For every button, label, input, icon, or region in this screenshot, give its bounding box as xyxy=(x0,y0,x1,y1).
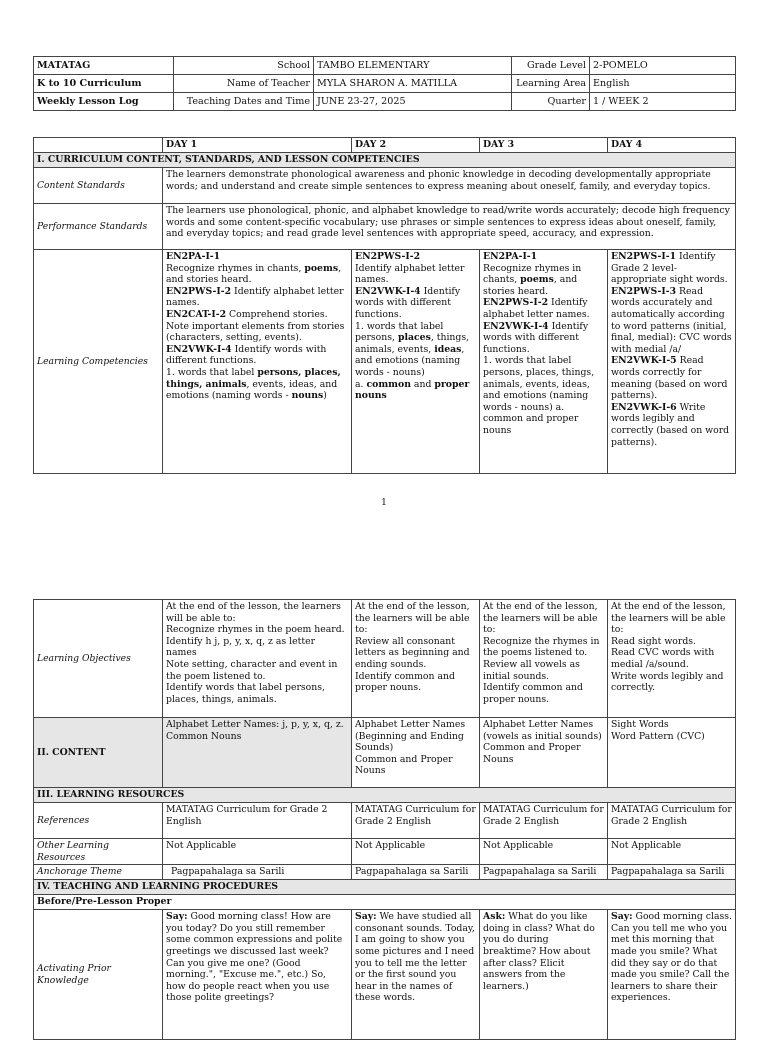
teacher-label: Name of Teacher xyxy=(174,75,314,93)
cell-line: Word Pattern (CVC) xyxy=(611,730,705,742)
text-run: Identify alphabet letter names. xyxy=(483,297,590,320)
bold-run: EN2PWS-I-2 xyxy=(355,251,421,262)
prior-day1-text: Good morning class! How are you today? Do you still remember some common expressions and polite greetings we discussed last week? Can you give me one? (Good morning.", "Excuse me.", etc.) So, how do people react when you use those polite greetings? xyxy=(166,911,343,1004)
section-curriculum-content: I. CURRICULUM CONTENT, STANDARDS, AND LESSON COMPETENCIES xyxy=(34,153,736,168)
text-run: Identify words with different functions. xyxy=(355,285,461,320)
cell-line: Alphabet Letter Names (Beginning and Ending Sounds) xyxy=(355,719,466,754)
bold-run: proper nouns xyxy=(355,378,470,402)
competencies-day4 xyxy=(608,250,736,474)
theme-day4: Pagpapahalaga sa Sarili xyxy=(608,865,736,880)
dates-value: JUNE 23-27, 2025 xyxy=(314,93,512,111)
theme-day1: Pagpapahalaga sa Sarili xyxy=(163,865,352,880)
header-table xyxy=(33,56,736,111)
bold-run: EN2PWS-I-2 xyxy=(483,297,549,309)
competencies-day3 xyxy=(480,250,608,474)
cell-line: Common Nouns xyxy=(166,730,242,742)
objectives-day2 xyxy=(352,600,480,718)
bold-run: EN2PWS-I-2 xyxy=(166,285,232,297)
competencies-label: Learning Competencies xyxy=(34,250,163,474)
cell-line: Review all consonant letters as beginning and ending sounds. xyxy=(355,635,470,670)
cell-line: Write words legibly and correctly. xyxy=(611,670,724,694)
text-run: Identify words with different functions. xyxy=(483,320,589,355)
cell-line: Read sight words. xyxy=(611,635,697,647)
text-run: , and stories heard. xyxy=(166,262,342,286)
school-value: TAMBO ELEMENTARY xyxy=(314,57,512,75)
objectives-day1 xyxy=(163,600,352,718)
prior-day2 xyxy=(352,910,480,1040)
text-run: Identify alphabet letter names. xyxy=(166,285,344,309)
prior-day2-lead: Say: xyxy=(355,911,377,923)
references-day3: MATATAG Curriculum for Grade 2 English xyxy=(480,803,608,839)
performance-standards-label: Performance Standards xyxy=(34,204,163,250)
bold-run: ideas xyxy=(434,343,462,355)
prior-day4 xyxy=(608,910,736,1040)
text-run: , things, animals, events, xyxy=(355,332,470,355)
bold-run: EN2VWK-I-4 xyxy=(166,343,232,355)
prior-knowledge-label: Activating Prior Knowledge xyxy=(34,910,163,1040)
text-run: Identify alphabet letter names. xyxy=(355,262,465,286)
other-day4: Not Applicable xyxy=(608,839,736,865)
references-day4: MATATAG Curriculum for Grade 2 English xyxy=(608,803,736,839)
objectives-day3 xyxy=(480,600,608,718)
text-run: Identify words with different functions. xyxy=(166,343,327,367)
prior-day2-text: We have studied all consonant sounds. Today, I am going to show you some pictures and I need you to tell me the letter or the first sound you hear in the names of these words. xyxy=(355,911,475,1004)
content-day4 xyxy=(608,718,736,788)
other-day2: Not Applicable xyxy=(352,839,480,865)
objectives-day4 xyxy=(608,600,736,718)
bold-run: EN2CAT-I-2 xyxy=(166,308,227,320)
cell-line: Recognize the rhymes in the poems listened to. xyxy=(483,635,600,659)
references-day1: MATATAG Curriculum for Grade 2 English xyxy=(163,803,352,839)
cell-line: Alphabet Letter Names: j, p, y, x, q, z. xyxy=(166,719,344,730)
theme-day3: Pagpapahalaga sa Sarili xyxy=(480,865,608,880)
text-run: , and emotions (naming words - nouns) xyxy=(355,343,465,378)
text-run: , events, ideas, and emotions (naming words - xyxy=(166,378,338,402)
references-label: References xyxy=(34,803,163,839)
content-day2 xyxy=(352,718,480,788)
bold-run: poems xyxy=(304,262,339,274)
bold-run: persons, places, things, animals xyxy=(166,366,341,390)
cell-line: Identify words that label persons, places, things, animals. xyxy=(166,682,325,705)
prior-day4-text: Good morning class. Can you tell me who you met this morning that made you smile? What did they say or do that made you smile? Call the learners to share their experiences. xyxy=(611,911,732,1004)
text-run: , and stories heard. xyxy=(483,274,578,297)
bold-run: EN2PA-I-1 xyxy=(166,251,221,262)
school-label: School xyxy=(174,57,314,75)
prior-day4-lead: Say: xyxy=(611,911,633,923)
bold-run: EN2VWK-I-4 xyxy=(355,285,421,297)
text-run: 1. words that label persons, xyxy=(355,320,444,344)
header-matatag: MATATAG xyxy=(34,57,174,75)
bold-run: EN2PWS-I-1 xyxy=(611,251,677,262)
header-lesson-log: Weekly Lesson Log xyxy=(34,93,174,111)
page-number: 1 xyxy=(381,498,387,508)
text-run: Write words legibly and correctly (based on word patterns). xyxy=(611,401,730,448)
prior-day3-lead: Ask: xyxy=(483,911,506,923)
area-label: Learning Area xyxy=(512,75,590,93)
prior-day3 xyxy=(480,910,608,1040)
other-day3: Not Applicable xyxy=(480,839,608,865)
bold-run: EN2PA-I-1 xyxy=(483,251,538,262)
text-run: 1. words that label xyxy=(166,366,258,378)
bold-run: EN2VWK-I-4 xyxy=(483,320,549,332)
theme-label: Anchorage Theme xyxy=(34,865,163,880)
corner-cell xyxy=(34,138,163,153)
cell-line: Identify h j, p, y, x, q, z as letter names xyxy=(166,635,316,659)
competencies-day2 xyxy=(352,250,480,474)
day2-header: DAY 2 xyxy=(352,138,480,153)
text-run: and xyxy=(410,378,435,390)
references-day2: MATATAG Curriculum for Grade 2 English xyxy=(352,803,480,839)
text-run: ) xyxy=(323,390,327,402)
prior-day3-text: What do you like doing in class? What do you do during breaktime? How about after class? Elicit answers from the learners.) xyxy=(483,911,595,992)
cell-line: Alphabet Letter Names (vowels as initial sounds) xyxy=(483,719,602,742)
lesson-table-page1 xyxy=(33,137,736,474)
header-curriculum: K to 10 Curriculum xyxy=(34,75,174,93)
cell-line: At the end of the lesson, the learners will be able to: xyxy=(355,601,470,636)
day4-header: DAY 4 xyxy=(608,138,736,153)
prior-day1-lead: Say: xyxy=(166,911,188,923)
day3-header: DAY 3 xyxy=(480,138,608,153)
cell-line: Recognize rhymes in the poem heard. xyxy=(166,624,345,636)
quarter-label: Quarter xyxy=(512,93,590,111)
prior-day1 xyxy=(163,910,352,1040)
cell-line: At the end of the lesson, the learners will be able to: xyxy=(611,601,726,636)
grade-label: Grade Level xyxy=(512,57,590,75)
cell-line: Sight Words xyxy=(611,719,669,730)
cell-line: Common and Proper Nouns xyxy=(483,742,581,765)
text-run: Read words correctly for meaning (based on word patterns). xyxy=(611,355,728,402)
dates-label: Teaching Dates and Time xyxy=(174,93,314,111)
teacher-value: MYLA SHARON A. MATILLA xyxy=(314,75,512,93)
bold-run: poems xyxy=(520,274,554,286)
text-run: Recognize rhymes in chants, xyxy=(166,262,305,274)
competencies-day1 xyxy=(163,250,352,474)
text-run: Read words accurately and automatically according to word patterns (initial, final, medial): CVC words with medial /a/ xyxy=(611,285,732,355)
text-run: Comprehend stories. Note important elements from stories (characters, setting, events). xyxy=(166,308,345,344)
content-day1 xyxy=(163,718,352,788)
text-run: Recognize rhymes in chants, xyxy=(483,262,582,286)
bold-run: common xyxy=(366,378,411,390)
objectives-label: Learning Objectives xyxy=(34,600,163,718)
bold-run: EN2VWK-I-5 xyxy=(611,355,677,367)
day1-header: DAY 1 xyxy=(163,138,352,153)
bold-run: EN2VWK-I-6 xyxy=(611,401,677,413)
content-standards-label: Content Standards xyxy=(34,168,163,204)
content-label: II. CONTENT xyxy=(34,718,163,788)
performance-standards-text: The learners use phonological, phonic, and alphabet knowledge to read/write words accurately; decode high frequency words and some content-specific vocabulary; use phrases or simple sentences to express ideas about oneself, family, and everyday topics; and read grade level sentences with appropriate speed, accuracy, and expression. xyxy=(163,204,736,250)
text-run: Identify Grade 2 level-appropriate sight words. xyxy=(611,251,728,286)
cell-line: Common and Proper Nouns xyxy=(355,753,453,777)
content-standards-text: The learners demonstrate phonological awareness and phonic knowledge in decoding developmentally appropriate words; and understand and create simple sentences to express meaning about oneself, family, and everyday topics. xyxy=(163,168,736,204)
cell-line: At the end of the lesson, the learners will be able to: xyxy=(166,601,341,624)
text-run: 1. words that label persons, places, things, animals, events, ideas, and emotions (naming words - nouns) a. common and proper nouns xyxy=(483,355,595,436)
cell-line: Read CVC words with medial /a/sound. xyxy=(611,647,715,670)
quarter-value: 1 / WEEK 2 xyxy=(590,93,736,111)
other-resources-label: Other Learning Resources xyxy=(34,839,163,865)
bold-run: places xyxy=(397,332,431,344)
other-day1: Not Applicable xyxy=(163,839,352,865)
area-value: English xyxy=(590,75,736,93)
content-day3 xyxy=(480,718,608,788)
lesson-table-page2 xyxy=(33,599,736,1040)
text-run: a. xyxy=(355,378,367,390)
cell-line: At the end of the lesson, the learners will be able to: xyxy=(483,601,598,636)
bold-run: EN2PWS-I-3 xyxy=(611,285,677,297)
section-teaching-procedures: IV. TEACHING AND LEARNING PROCEDURES xyxy=(34,880,736,895)
theme-day2: Pagpapahalaga sa Sarili xyxy=(352,865,480,880)
cell-line: Identify common and proper nouns. xyxy=(483,682,583,705)
cell-line: Identify common and proper nouns. xyxy=(355,670,455,694)
before-lesson-label: Before/Pre-Lesson Proper xyxy=(34,895,736,910)
bold-run: nouns xyxy=(291,390,324,402)
section-learning-resources: III. LEARNING RESOURCES xyxy=(34,788,736,803)
cell-line: Note setting, character and event in the poem listened to. xyxy=(166,658,338,682)
grade-value: 2-POMELO xyxy=(590,57,736,75)
cell-line: Review all vowels as initial sounds. xyxy=(483,658,580,682)
